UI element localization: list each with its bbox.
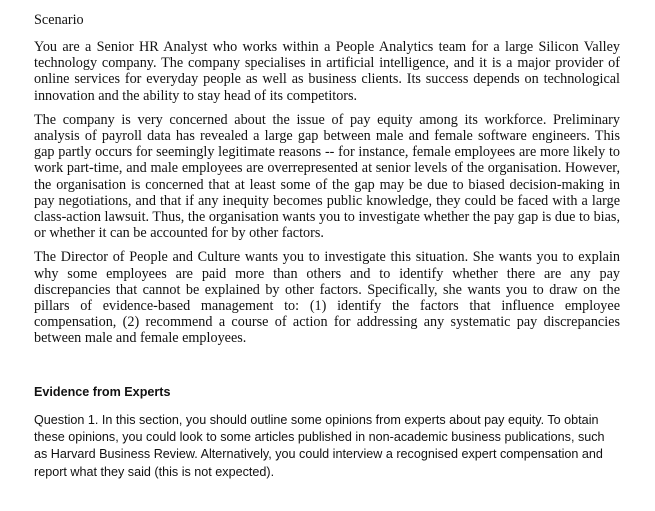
- evidence-heading: Evidence from Experts: [34, 384, 171, 399]
- section-spacer: [34, 355, 620, 384]
- scenario-paragraph-1: You are a Senior HR Analyst who works within a People Analytics team for a large Silicon Valley technology company. The company specialises in artificial intelligence, and it is a major provider of online services for everyday people as well as business clients. Its success depends on technological innovation and the ability to stay head of its competitors.: [34, 39, 620, 104]
- evidence-question: Question 1. In this section, you should outline some opinions from experts about pay equity. To obtain these opinions, you could look to some articles published in non-academic business publications, such as Harvard Business Review. Alternatively, you could interview a recognised expert compensation and report what they said (this is not expected).: [34, 412, 605, 479]
- scenario-paragraph-2: The company is very concerned about the issue of pay equity among its workforce. Preliminary analysis of payroll data has revealed a large gap between male and female software engineers. This gap partly occurs for seemingly legitimate reasons -- for instance, female employees are more likely to work part-time, and male employees are overrepresented at senior levels of the organisation. However, the organisation is concerned that at least some of the gap may be due to biased decision-making in pay negotiations, and that if any inequity becomes public knowledge, they could be faced with a large class-action lawsuit. Thus, the organisation wants you to investigate whether the pay gap is due to bias, or whether it can be accounted for by other factors.: [34, 111, 620, 242]
- scenario-heading: Scenario: [34, 12, 84, 28]
- document-body: [34, 12, 620, 481]
- scenario-paragraph-3: The Director of People and Culture wants you to investigate this situation. She wants you to explain why some employees are paid more than others and to identify whether there are any pay discrepancies that cannot be explained by other factors. Specifically, she wants you to draw on the pillars of evidence-based management to: (1) identify the factors that influence employee compensation, (2) recommend a course of action for addressing any systematic pay discrepancies between male and female employees.: [34, 249, 620, 347]
